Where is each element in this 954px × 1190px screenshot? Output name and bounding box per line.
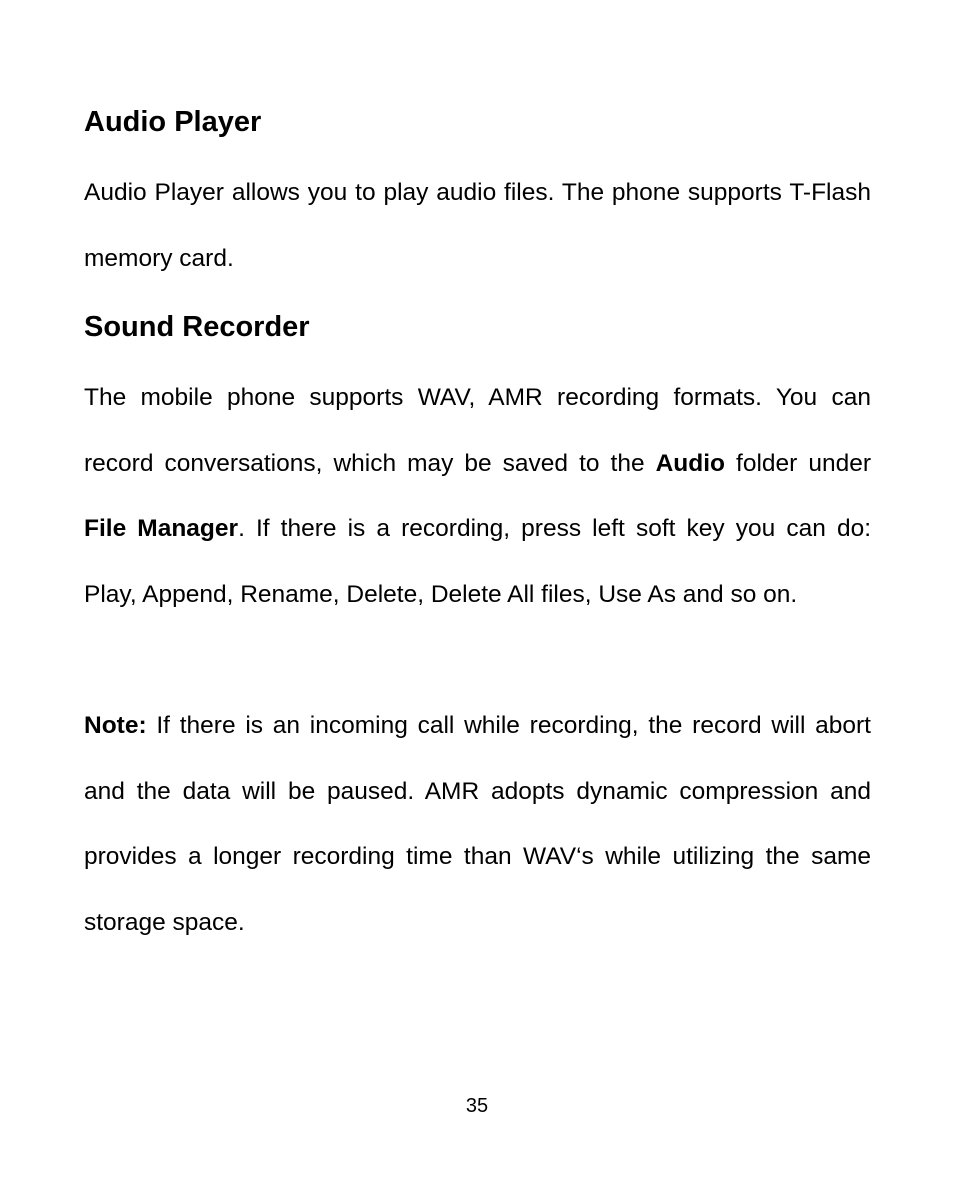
sound-recorder-text-1: The mobile phone supports WAV, AMR recording formats. You can record conversations, which may be saved to the (84, 384, 871, 477)
note-label: Note: (84, 712, 147, 739)
page-number: 35 (465, 1095, 489, 1117)
audio-folder-label: Audio (655, 449, 726, 477)
note-paragraph (84, 693, 871, 955)
sound-recorder-heading: Sound Recorder (84, 311, 310, 343)
audio-player-paragraph: Audio Player allows you to play audio files. The phone supports T-Flash memory card. (84, 179, 871, 272)
note-text: If there is an incoming call while recording, the record will abort and the data will be paused. AMR adopts dynamic compression and provides a longer recording time than WAV‘s while utilizing the same storage space. (84, 712, 871, 936)
audio-player-heading: Audio Player (84, 106, 262, 138)
sound-recorder-text-3: . If there is a recording, press left soft key you can do: Play, Append, Rename, Delete, Delete All files, Use As and so on. (84, 515, 872, 608)
file-manager-label: File Manager (84, 515, 239, 542)
sound-recorder-text-2: folder under (725, 449, 871, 477)
sound-recorder-paragraph (84, 365, 871, 627)
